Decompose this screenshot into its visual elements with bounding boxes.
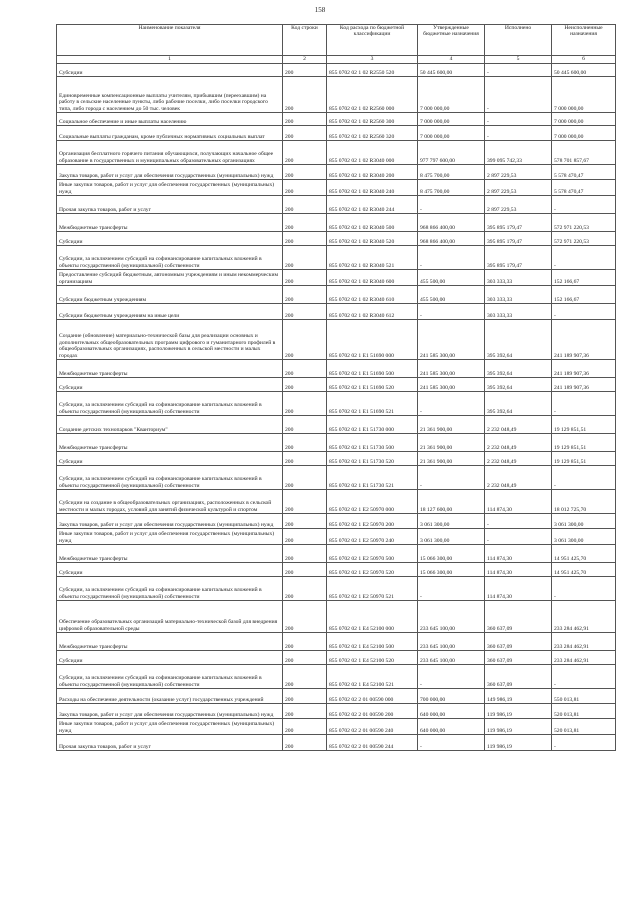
row-name: Единовременные компенсационные выплаты учителям, прибывшим (переехавшим) на работу в сельские населенные пункты, либо рабочие поселки, либо поселки городского типа, либо города с населением до 50 тыс. человек [57,77,283,113]
row-name: Межбюджетные трансферты [57,214,283,232]
row-kbk: 855 0702 02 1 E1 51690 521 [327,392,418,416]
row-approved: 7 000 000,00 [418,126,485,141]
header-approved: Утвержденные бюджетные назначения [418,25,485,56]
table-row [57,689,616,704]
row-executed: 2 897 229,53 [485,180,552,196]
row-kbk: 855 0702 02 1 E1 51690 000 [327,320,418,360]
row-approved: 241 585 300,00 [418,320,485,360]
row-kbk: 855 0702 02 1 E1 51730 520 [327,452,418,466]
row-name: Субсидии [57,563,283,577]
row-name: Субсидии, за исключением субсидий на софинансирование капитальных вложений в объекты государственной (муниципальной) собственности [57,392,283,416]
row-approved: 21 361 900,00 [418,416,485,434]
table-row [57,452,616,466]
table-row [57,232,616,246]
row-name: Межбюджетные трансферты [57,360,283,378]
row-remaining: 241 189 907,36 [552,378,616,392]
row-executed: 119 986,19 [485,719,552,735]
row-code: 200 [283,665,327,689]
row-name: Субсидии [57,452,283,466]
row-remaining: 152 166,67 [552,270,616,286]
row-remaining: 572 971 220,53 [552,214,616,232]
row-approved: 233 645 100,00 [418,601,485,633]
row-remaining: 572 971 220,53 [552,232,616,246]
row-code: 200 [283,719,327,735]
row-executed: 303 333,33 [485,286,552,304]
row-kbk: 855 0702 02 1 E1 51690 500 [327,360,418,378]
column-number: 4 [418,56,485,64]
table-row [57,304,616,320]
row-code: 200 [283,466,327,490]
table-row [57,545,616,563]
row-remaining: - [552,304,616,320]
header-row-code: Код строки [283,25,327,56]
row-code: 200 [283,416,327,434]
table-row [57,246,616,270]
row-name: Организация бесплатного горячего питания обучающихся, получающих начальное общее образование в государственных и муниципальных образовательных организациях [57,141,283,165]
row-code: 200 [283,735,327,751]
row-remaining: - [552,665,616,689]
row-remaining: - [552,466,616,490]
row-name: Создание (обновление) материально-технической базы для реализации основных и дополнительных общеобразовательных программ цифрового и гуманитарного профилей в общеобразовательных организациях, расположенных в сельской местности и малых городах [57,320,283,360]
row-approved: - [418,577,485,601]
row-executed: 303 333,33 [485,304,552,320]
row-approved: 18 127 600,00 [418,490,485,514]
row-name: Субсидии бюджетным учреждениям [57,286,283,304]
row-code: 200 [283,601,327,633]
row-code: 200 [283,320,327,360]
table-row [57,434,616,452]
row-code: 200 [283,77,327,113]
row-name: Субсидии, за исключением субсидий на софинансирование капитальных вложений в объекты государственной (муниципальной) собственности [57,577,283,601]
table-row [57,113,616,126]
row-remaining: 3 061 300,00 [552,514,616,529]
header-executed: Исполнено [485,25,552,56]
table-row [57,577,616,601]
row-kbk: 855 0702 02 1 02 R2550 520 [327,64,418,77]
row-name: Закупка товаров, работ и услуг для обеспечения государственных (муниципальных) нужд [57,165,283,180]
row-approved: 8 475 700,00 [418,180,485,196]
row-name: Субсидии на создание в общеобразовательных организациях, расположенных в сельской местности и малых городах, условий для занятий физической культурой и спортом [57,490,283,514]
row-executed: 2 232 048,49 [485,452,552,466]
row-approved: 7 000 000,00 [418,113,485,126]
row-kbk: 855 0702 02 1 02 R3040 600 [327,270,418,286]
row-remaining: 3 061 300,00 [552,529,616,545]
row-kbk: 855 0702 02 2 01 00590 240 [327,719,418,735]
row-code: 200 [283,286,327,304]
table-row [57,392,616,416]
row-code: 200 [283,246,327,270]
row-remaining: 7 000 000,00 [552,113,616,126]
row-name: Межбюджетные трансферты [57,434,283,452]
row-remaining: 7 000 000,00 [552,126,616,141]
row-approved: - [418,392,485,416]
table-row [57,704,616,719]
row-executed: 360 637,09 [485,601,552,633]
row-kbk: 855 0702 02 1 02 R2560 000 [327,77,418,113]
row-approved: 640 000,00 [418,719,485,735]
table-row [57,320,616,360]
row-kbk: 855 0702 02 2 01 00590 000 [327,689,418,704]
row-approved: - [418,466,485,490]
row-approved: - [418,246,485,270]
row-executed: 119 986,19 [485,735,552,751]
row-code: 200 [283,64,327,77]
row-approved: 977 797 600,00 [418,141,485,165]
header-kbk: Код расхода по бюджетной классификации [327,25,418,56]
row-name: Иные закупки товаров, работ и услуг для обеспечения государственных (муниципальных) нужд [57,529,283,545]
row-remaining: 19 129 851,51 [552,434,616,452]
row-code: 200 [283,141,327,165]
row-approved: 8 475 700,00 [418,165,485,180]
row-code: 200 [283,180,327,196]
row-name: Субсидии [57,232,283,246]
row-kbk: 855 0702 02 1 E2 50970 520 [327,563,418,577]
row-approved: 968 866 400,00 [418,214,485,232]
row-kbk: 855 0702 02 1 E1 51730 500 [327,434,418,452]
row-remaining: 18 012 725,70 [552,490,616,514]
row-approved: 15 066 300,00 [418,545,485,563]
row-remaining: 578 701 857,67 [552,141,616,165]
row-kbk: 855 0702 02 1 02 R3040 610 [327,286,418,304]
row-kbk: 855 0702 02 1 02 R3040 240 [327,180,418,196]
column-number: 1 [57,56,283,64]
row-remaining: - [552,392,616,416]
row-name: Иные закупки товаров, работ и услуг для обеспечения государственных (муниципальных) нужд [57,719,283,735]
row-code: 200 [283,214,327,232]
row-remaining: 19 129 851,51 [552,452,616,466]
row-approved: 21 361 900,00 [418,452,485,466]
row-name: Иные закупки товаров, работ и услуг для обеспечения государственных (муниципальных) нужд [57,180,283,196]
table-row [57,286,616,304]
row-executed: 114 874,30 [485,563,552,577]
table-row [57,563,616,577]
row-approved: 233 645 100,00 [418,651,485,665]
row-approved: 455 500,00 [418,286,485,304]
row-kbk: 855 0702 02 1 02 R3040 000 [327,141,418,165]
row-approved: 968 866 400,00 [418,232,485,246]
row-remaining: 241 189 907,36 [552,360,616,378]
row-remaining: 7 000 000,00 [552,77,616,113]
row-executed: - [485,126,552,141]
row-approved: 15 066 300,00 [418,563,485,577]
row-approved: - [418,735,485,751]
table-row [57,601,616,633]
row-code: 200 [283,452,327,466]
row-remaining: 14 951 425,70 [552,545,616,563]
row-name: Субсидии [57,651,283,665]
row-name: Межбюджетные трансферты [57,633,283,651]
table-row [57,180,616,196]
row-name: Социальное обеспечение и иные выплаты населению [57,113,283,126]
row-kbk: 855 0702 02 1 E4 52100 000 [327,601,418,633]
row-code: 200 [283,360,327,378]
row-executed: 149 986,19 [485,689,552,704]
table-row [57,165,616,180]
row-name: Прочая закупка товаров, работ и услуг [57,735,283,751]
row-kbk: 855 0702 02 2 01 00590 200 [327,704,418,719]
row-approved: 700 000,00 [418,689,485,704]
row-kbk: 855 0702 02 2 01 00590 244 [327,735,418,751]
row-executed: 399 095 742,33 [485,141,552,165]
row-approved: - [418,196,485,214]
row-approved: 241 585 300,00 [418,360,485,378]
row-name: Субсидии бюджетным учреждениям на иные цели [57,304,283,320]
table-row [57,214,616,232]
row-executed: 395 392,64 [485,320,552,360]
row-kbk: 855 0702 02 1 E2 50970 500 [327,545,418,563]
row-kbk: 855 0702 02 1 E1 51730 521 [327,466,418,490]
row-code: 200 [283,490,327,514]
table-row [57,665,616,689]
row-code: 200 [283,304,327,320]
table-row [57,416,616,434]
row-remaining: 520 013,81 [552,704,616,719]
row-code: 200 [283,270,327,286]
row-executed: 2 897 229,53 [485,196,552,214]
row-approved: 7 000 000,00 [418,77,485,113]
header-row [57,25,616,56]
row-code: 200 [283,232,327,246]
budget-table [56,24,616,751]
table-row [57,651,616,665]
row-name: Межбюджетные трансферты [57,545,283,563]
row-remaining: 5 578 470,47 [552,180,616,196]
row-kbk: 855 0702 02 1 02 R3040 612 [327,304,418,320]
row-code: 200 [283,563,327,577]
row-kbk: 855 0702 02 1 E2 50970 240 [327,529,418,545]
row-remaining: 5 578 470,47 [552,165,616,180]
row-kbk: 855 0702 02 1 02 R2560 320 [327,126,418,141]
row-code: 200 [283,113,327,126]
row-kbk: 855 0702 02 1 02 R2560 300 [327,113,418,126]
row-name: Обеспечение образовательных организаций материально-технической базой для внедрения цифровой образовательной среды [57,601,283,633]
row-name: Субсидии [57,64,283,77]
row-remaining: - [552,735,616,751]
row-executed: 395 895 179,47 [485,232,552,246]
row-kbk: 855 0702 02 1 E1 51730 000 [327,416,418,434]
row-approved: 455 500,00 [418,270,485,286]
row-name: Прочая закупка товаров, работ и услуг [57,196,283,214]
row-code: 200 [283,577,327,601]
table-row [57,466,616,490]
row-remaining: 520 013,81 [552,719,616,735]
column-number: 2 [283,56,327,64]
table-row [57,514,616,529]
table-row [57,196,616,214]
table-row [57,719,616,735]
row-name: Расходы на обеспечение деятельности (оказание услуг) государственных учреждений [57,689,283,704]
row-executed: - [485,113,552,126]
row-executed: 360 637,09 [485,633,552,651]
table-row [57,360,616,378]
row-approved: 3 061 300,00 [418,529,485,545]
row-remaining: 19 129 851,51 [552,416,616,434]
row-name: Субсидии [57,378,283,392]
row-code: 200 [283,392,327,416]
row-executed: 2 232 048,49 [485,434,552,452]
row-remaining: 14 951 425,70 [552,563,616,577]
row-executed: - [485,77,552,113]
row-kbk: 855 0702 02 1 02 R3040 520 [327,232,418,246]
row-executed: - [485,514,552,529]
row-remaining: 50 445 600,00 [552,64,616,77]
row-executed: 395 895 179,47 [485,214,552,232]
row-code: 200 [283,196,327,214]
row-approved: 21 361 900,00 [418,434,485,452]
row-code: 200 [283,529,327,545]
row-code: 200 [283,633,327,651]
row-kbk: 855 0702 02 1 E4 52100 500 [327,633,418,651]
row-name: Субсидии, за исключением субсидий на софинансирование капитальных вложений в объекты государственной (муниципальной) собственности [57,246,283,270]
row-executed: 114 874,30 [485,545,552,563]
row-executed: 2 232 048,49 [485,416,552,434]
row-kbk: 855 0702 02 1 02 R3040 500 [327,214,418,232]
row-remaining: - [552,246,616,270]
row-executed: 119 986,19 [485,704,552,719]
row-remaining: 233 284 462,91 [552,601,616,633]
row-executed: 395 392,64 [485,378,552,392]
row-remaining: 233 284 462,91 [552,651,616,665]
row-approved: 50 445 600,00 [418,64,485,77]
row-executed: 395 392,64 [485,360,552,378]
header-name: Наименование показателя [57,25,283,56]
row-name: Субсидии, за исключением субсидий на софинансирование капитальных вложений в объекты государственной (муниципальной) собственности [57,665,283,689]
row-code: 200 [283,378,327,392]
column-number: 3 [327,56,418,64]
row-kbk: 855 0702 02 1 02 R3040 521 [327,246,418,270]
row-executed: - [485,529,552,545]
column-number-row [57,56,616,64]
row-code: 200 [283,434,327,452]
row-approved: 233 645 100,00 [418,633,485,651]
table-row [57,529,616,545]
row-kbk: 855 0702 02 1 E1 51690 520 [327,378,418,392]
row-code: 200 [283,651,327,665]
row-executed: - [485,64,552,77]
table-row [57,378,616,392]
row-remaining: 233 284 462,91 [552,633,616,651]
row-code: 200 [283,126,327,141]
row-executed: 114 874,30 [485,490,552,514]
row-executed: 303 333,33 [485,270,552,286]
row-remaining: 550 013,81 [552,689,616,704]
row-executed: 395 392,64 [485,392,552,416]
row-name: Создание детских технопарков "Кванториум" [57,416,283,434]
row-code: 200 [283,165,327,180]
row-executed: 2 897 229,53 [485,165,552,180]
table-row [57,141,616,165]
row-name: Предоставление субсидий бюджетным, автономным учреждениям и иным некоммерческим организациям [57,270,283,286]
header-remaining: Неисполненные назначения [552,25,616,56]
row-remaining: - [552,577,616,601]
table-row [57,633,616,651]
page-number: 158 [314,6,326,14]
column-number: 6 [552,56,616,64]
row-kbk: 855 0702 02 1 02 R3040 244 [327,196,418,214]
row-kbk: 855 0702 02 1 E2 50970 000 [327,490,418,514]
row-executed: 360 637,09 [485,665,552,689]
row-approved: - [418,304,485,320]
row-approved: 241 585 300,00 [418,378,485,392]
row-kbk: 855 0702 02 1 E2 50970 521 [327,577,418,601]
table-row [57,490,616,514]
row-kbk: 855 0702 02 1 E4 52100 521 [327,665,418,689]
row-remaining: 152 166,67 [552,286,616,304]
row-executed: 360 637,09 [485,651,552,665]
row-code: 200 [283,704,327,719]
row-remaining: - [552,196,616,214]
table-row [57,64,616,77]
row-name: Субсидии, за исключением субсидий на софинансирование капитальных вложений в объекты государственной (муниципальной) собственности [57,466,283,490]
row-kbk: 855 0702 02 1 E2 50970 200 [327,514,418,529]
row-remaining: 241 189 907,36 [552,320,616,360]
row-name: Закупка товаров, работ и услуг для обеспечения государственных (муниципальных) нужд [57,514,283,529]
row-name: Социальные выплаты гражданам, кроме публичных нормативных социальных выплат [57,126,283,141]
row-kbk: 855 0702 02 1 02 R3040 200 [327,165,418,180]
table-row [57,77,616,113]
table-row [57,126,616,141]
row-code: 200 [283,514,327,529]
row-name: Закупка товаров, работ и услуг для обеспечения государственных (муниципальных) нужд [57,704,283,719]
row-executed: 114 874,30 [485,577,552,601]
column-number: 5 [485,56,552,64]
row-code: 200 [283,689,327,704]
table-row [57,735,616,751]
row-code: 200 [283,545,327,563]
row-approved: 3 061 300,00 [418,514,485,529]
row-kbk: 855 0702 02 1 E4 52100 520 [327,651,418,665]
table-row [57,270,616,286]
row-executed: 395 895 179,47 [485,246,552,270]
row-approved: - [418,665,485,689]
row-approved: 640 000,00 [418,704,485,719]
row-executed: 2 232 048,49 [485,466,552,490]
